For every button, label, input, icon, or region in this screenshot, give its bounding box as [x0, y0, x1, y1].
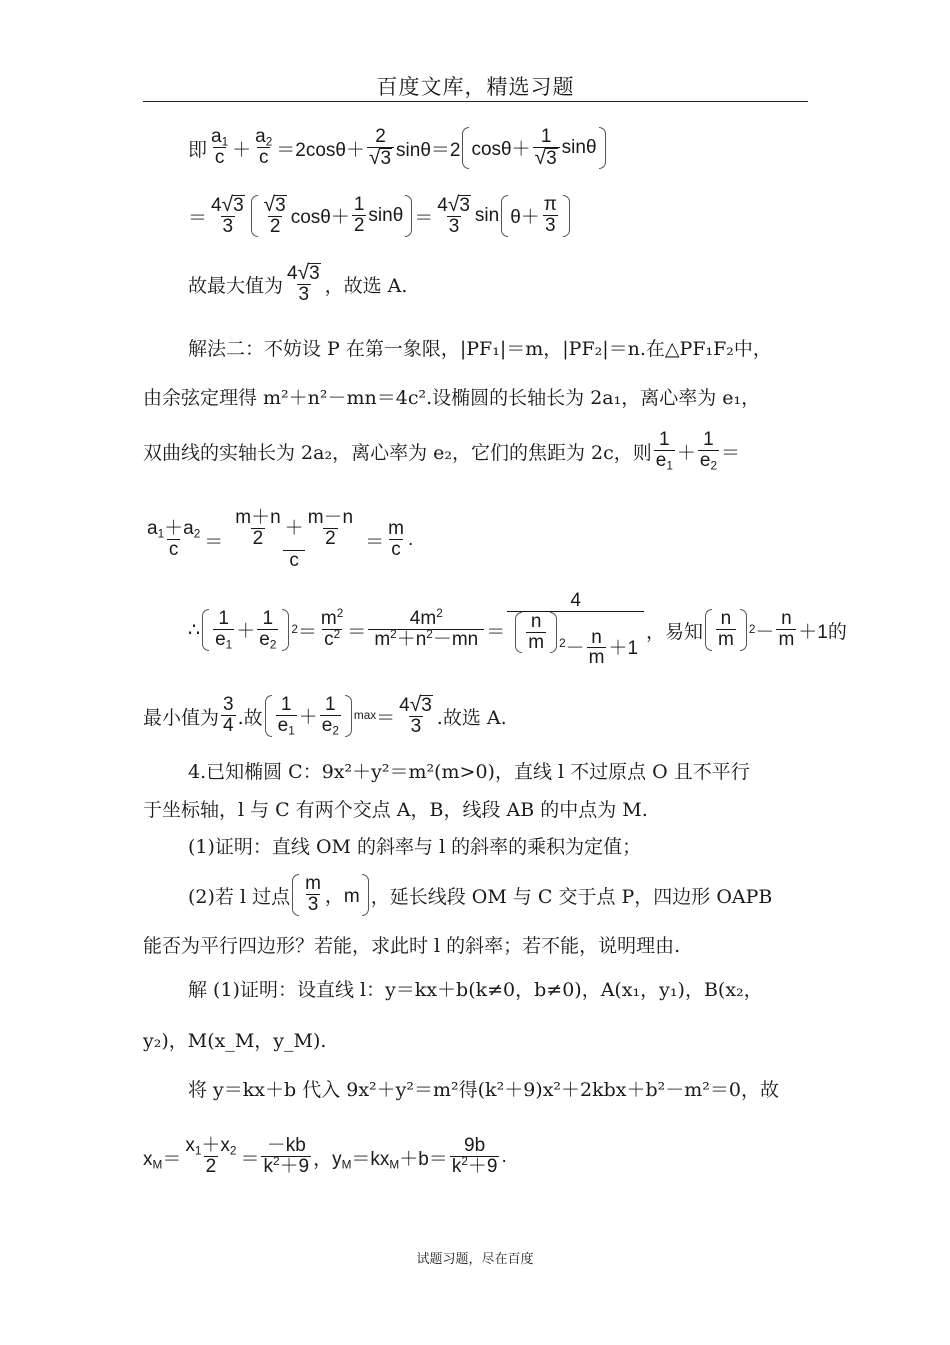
fraction: $\frac{a_1+a_2}{c}$: [147, 518, 201, 561]
q4-line-1: 4.已知椭圆 C：9x²＋y²＝m²(m>0)，直线 l 不过原点 O 且不平行: [188, 760, 750, 783]
solution-line-1: 解 (1)证明：设直线 l：y＝kx＋b(k≠0，b≠0)，A(x₁，y₁)，B(x₂，: [188, 978, 763, 1001]
paren-group: $\frac{n}{m}$: [703, 609, 749, 651]
fraction: $\frac{m^2}{c^2}$: [320, 607, 344, 651]
fraction: 4 √ 3 3: [287, 260, 320, 305]
q4-part2-cont: 能否为平行四边形？若能，求此时 l 的斜率；若不能，说明理由.: [143, 934, 681, 957]
compound-fraction-line: $\frac{a_1+a_2}{c}$ ＝ $\frac{m+n}{2}$ ＋ $\frac{m-n}{2}$ c ＝ $\frac{m}{c}$ .: [147, 507, 414, 571]
paren-group: $\frac{1}{e_1}$ ＋ $\frac{1}{e_2}$: [263, 695, 354, 737]
header-rule: [143, 101, 808, 102]
paren-group: √ 3 2 cosθ＋ $\frac{1}{2}$ sinθ: [249, 195, 415, 238]
page-footer: 试题习题，尽在百度: [416, 1252, 534, 1267]
equation-line-2: ＝ 4 √ 3 3 √ 3 2 cosθ＋ $\frac{1}{2}$ sinθ ＝ 4 √ 3 3 sin θ＋ $\frac{\pi}{3}$: [143, 190, 858, 242]
fraction: $\frac{a_2}{c}$: [255, 126, 273, 169]
therefore-line: ∴ $\frac{1}{e_1}$ ＋ $\frac{1}{e_2}$ 2 ＝ $\frac{m^2}{c^2}$ ＝ $\frac{4m^2}{m^2+n^2-mn}$ ＝ 4 $\frac{n}{m}$ $^2$－ $\frac{n}{m}$ ＋1 ，易知 $\frac{n}{m}$ 2 － $\frac{n}{m}$ ＋1 的: [188, 589, 847, 669]
fraction: $\frac{n}{m}$: [778, 608, 795, 651]
fraction: $\frac{a_1}{c}$: [211, 126, 229, 169]
conclusion-line: 故最大值为 4 √ 3 3 ，故选 A.: [188, 260, 408, 305]
fraction: $\frac{3}{4}$: [223, 694, 234, 737]
q4-part2: (2)若 l 过点 $\frac{m}{3}$ ，m ，延长线段 OM 与 C 交于点 P，四边形 OAPB: [188, 873, 773, 916]
substitution-line: 将 y＝kx＋b 代入 9x²＋y²＝m²得(k²＋9)x²＋2kbx＋b²－m²＝0，故: [188, 1078, 780, 1101]
fraction: $\frac{1}{e_1}$: [655, 429, 673, 473]
fraction: 4 √ 3 3: [211, 192, 244, 237]
q4-line-2: 于坐标轴，l 与 C 有两个交点 A，B，线段 AB 的中点为 M.: [143, 798, 648, 821]
midpoint-line: $x_M=$ $\frac{x_1+x_2}{2}$ ＝ $\frac{-kb}{k^2+9}$ ，$y_M=kx_M+b=$ $\frac{9b}{k^2+9}$ .: [143, 1135, 507, 1178]
fraction: $\frac{m}{c}$: [388, 518, 404, 561]
cosine-line: 由余弦定理得 m²＋n²－mn＝4c².设椭圆的长轴长为 2a₁，离心率为 e₁，: [143, 386, 761, 409]
paren-group: $\frac{1}{e_1}$ ＋ $\frac{1}{e_2}$: [200, 609, 291, 651]
fraction: $\frac{m+n}{2}$ ＋ $\frac{m-n}{2}$ c: [235, 507, 354, 571]
method2-line: 解法二：不妨设 P 在第一象限，|PF₁|＝m，|PF₂|＝n.在△PF₁F₂中，: [188, 337, 772, 360]
paren-group: $\frac{m}{3}$ ，m: [290, 874, 371, 916]
fraction: $\frac{9b}{k^2+9}$: [451, 1135, 498, 1178]
q4-part1: (1)证明：直线 OM 的斜率与 l 的斜率的乘积为定值；: [188, 835, 642, 858]
fraction: $\frac{-kb}{k^2+9}$: [263, 1135, 310, 1178]
min-value-line: 最小值为 $\frac{3}{4}$ .故 $\frac{1}{e_1}$ ＋ $\frac{1}{e_2}$ max ＝ 4 √ 3 3 .故选 A.: [143, 692, 507, 738]
fraction: 4 $\frac{n}{m}$ $^2$－ $\frac{n}{m}$ ＋1: [507, 591, 644, 670]
fraction: 4 √ 3 3: [399, 692, 432, 737]
fraction: 2 √ 3: [367, 127, 394, 170]
fraction: 4 √ 3 3: [437, 192, 470, 237]
fraction: $\frac{x_1+x_2}{2}$: [185, 1135, 237, 1178]
page-header: 百度文库，精选习题: [376, 75, 575, 99]
fraction: $\frac{1}{e_2}$: [699, 429, 718, 473]
solution-line-2: y₂)，M(x_M，y_M).: [143, 1029, 327, 1052]
paren-group: θ＋ $\frac{\pi}{3}$: [499, 195, 572, 237]
paren-group: cosθ＋ 1 √ 3 sinθ: [460, 127, 607, 170]
fraction: $\frac{4m^2}{m^2+n^2-mn}$: [368, 609, 484, 651]
hyperbola-line: 双曲线的实轴长为 2a₂，离心率为 e₂，它们的焦距为 2c，则 $\frac{1}{e_1}$ ＋ $\frac{1}{e_2}$ ＝: [143, 429, 741, 473]
equation-line-1: 即 $\frac{a_1}{c}$ ＋ $\frac{a_2}{c}$ ＝2cosθ＋ 2 √ 3 sinθ＝2 cosθ＋ 1 √ 3 sinθ: [143, 122, 858, 174]
